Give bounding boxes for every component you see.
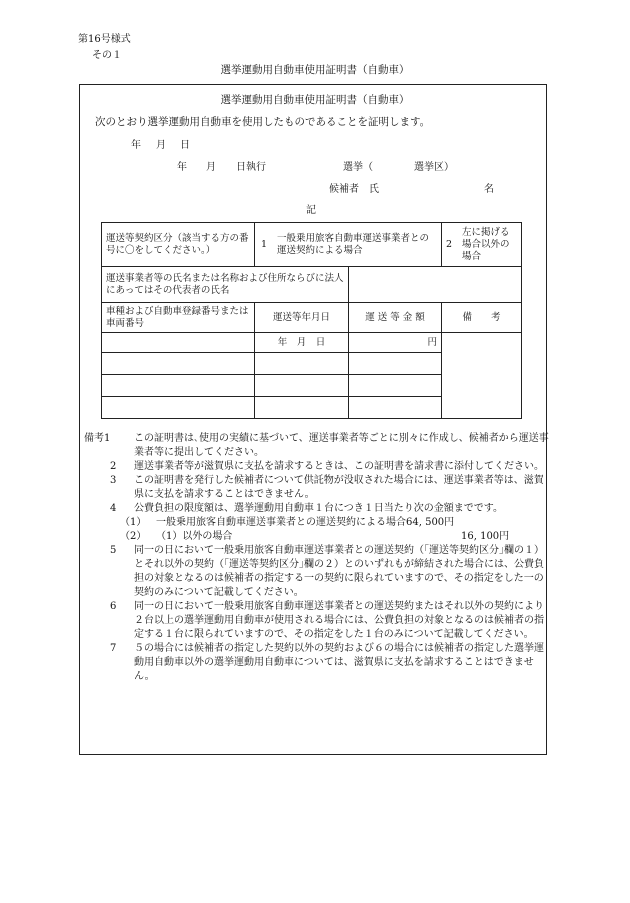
contract-type-label: 運送等契約区分（該当する方の番号に〇をしてください。）	[102, 223, 255, 267]
note-text: この証明書を発行した候補者について供託物が没収された場合には、運送事業者等は、滋賀県に支払を請求することはできません。	[134, 475, 544, 500]
vehicle-cell[interactable]	[102, 375, 255, 397]
vehicle-cell[interactable]	[102, 333, 255, 353]
limit-amount: 16, 100円	[461, 531, 510, 542]
note-text: この証明書は､使用の実績に基づいて、運送事業者等ごとに別々に作成し、候補者から運送事業者等に提出してください。	[134, 433, 549, 458]
limit-number: （2）	[120, 531, 147, 542]
usage-table	[101, 222, 522, 419]
option-1-text: 一般乗用旅客自動車運送事業者との運送契約による場合	[277, 232, 430, 256]
note-item	[84, 460, 549, 474]
limit-item	[84, 516, 549, 530]
note-item	[84, 642, 549, 684]
note-item	[84, 502, 549, 516]
limit-item	[84, 530, 549, 544]
date-month-label: 月	[156, 140, 166, 151]
election-label: 選挙（	[343, 162, 373, 173]
carrier-label: 運送事業者等の氏名または名称および住所ならびに法人にあってはその代表者の氏名	[102, 267, 349, 303]
note-number: 1	[104, 433, 111, 444]
notes-prefix: 備考	[84, 433, 104, 444]
date-day-label: 日	[180, 140, 190, 151]
note-number: 2	[110, 461, 117, 472]
page-title: 選挙運動用自動車使用証明書（自動車）	[220, 64, 410, 76]
amount-column-header: 運 送 等 金 額	[349, 303, 442, 333]
note-text: 運送事業者等が滋賀県に支払を請求するときは、この証明書を請求書に添付してください。	[134, 461, 544, 472]
notes-section	[84, 432, 549, 684]
note-number: 6	[110, 601, 117, 612]
carrier-value-cell[interactable]	[349, 267, 522, 303]
note-number: 7	[110, 643, 117, 654]
date-cell[interactable]	[255, 353, 349, 375]
date-cell[interactable]	[255, 397, 349, 419]
note-number: 4	[110, 503, 117, 514]
note-text: 同一の日において一般乗用旅客自動車運送事業者との運送契約（｢運送等契約区分｣欄の１）とそれ以外の契約（｢運送等契約区分｣欄の２）とのいずれもが締結された場合には、公費負担の対象となるのは候補者の指定する一の契約に限られていますので、その指定をした一の契約のみについて記載してください。	[134, 545, 544, 598]
certificate-title: 選挙運動用自動車使用証明書（自動車）	[220, 94, 410, 106]
note-item	[84, 432, 549, 460]
candidate-label: 候補者 氏	[329, 184, 379, 195]
remarks-cell[interactable]	[442, 333, 522, 419]
note-item	[84, 474, 549, 502]
contract-option-1[interactable]	[255, 223, 442, 267]
option-2-number: 2	[446, 238, 453, 250]
amount-cell[interactable]	[349, 375, 442, 397]
date-column-header: 運送等年月日	[255, 303, 349, 333]
vehicle-cell[interactable]	[102, 397, 255, 419]
contract-option-2[interactable]	[442, 223, 522, 267]
vehicle-cell[interactable]	[102, 353, 255, 375]
form-subnumber: その１	[92, 50, 122, 61]
candidate-suffix: 名	[484, 184, 494, 195]
date-cell[interactable]	[255, 375, 349, 397]
option-2-text: 左に掲げる場合以外の場合	[462, 226, 510, 262]
note-number: 3	[110, 475, 117, 486]
date-units-cell[interactable]: 年 月 日	[255, 333, 349, 353]
election-month-label: 月	[206, 162, 216, 173]
amount-cell[interactable]	[349, 397, 442, 419]
election-day-label: 日執行	[236, 162, 266, 173]
amount-cell[interactable]	[349, 353, 442, 375]
form-number: 第16号様式	[78, 34, 131, 45]
limit-text: 一般乗用旅客自動車運送事業者との運送契約による場合64, 500円	[156, 517, 455, 528]
limit-text: （1）以外の場合	[156, 531, 233, 542]
date-year-label: 年	[131, 140, 141, 151]
note-item	[84, 600, 549, 642]
yen-unit-cell[interactable]: 円	[349, 333, 442, 353]
vehicle-column-header: 車種および自動車登録番号または車両番号	[102, 303, 255, 333]
election-year-label: 年	[177, 162, 187, 173]
note-text: 公費負担の限度額は、選挙運動用自動車１台につき１日当たり次の金額までです。	[134, 503, 503, 514]
ki-label: 記	[306, 205, 316, 216]
limit-number: （1）	[120, 517, 147, 528]
remarks-column-header: 備 考	[442, 303, 522, 333]
note-text: ５の場合には候補者の指定した契約以外の契約および６の場合には候補者の指定した選挙運動用自動車以外の選挙運動用自動車については、滋賀県に支払を請求することはできません。	[134, 643, 544, 682]
district-label: 選挙区）	[414, 162, 454, 173]
note-text: 同一の日において一般乗用旅客自動車運送事業者との運送契約またはそれ以外の契約により２台以上の選挙運動用自動車が使用される場合には、公費負担の対象となるのは候補者の指定する１台に限られていますので、その指定をした１台のみについて記載してください。	[134, 601, 544, 640]
intro-text: 次のとおり選挙運動用自動車を使用したものであることを証明します。	[95, 116, 431, 128]
note-number: 5	[110, 545, 117, 556]
option-1-number: 1	[261, 238, 268, 250]
note-item	[84, 544, 549, 600]
